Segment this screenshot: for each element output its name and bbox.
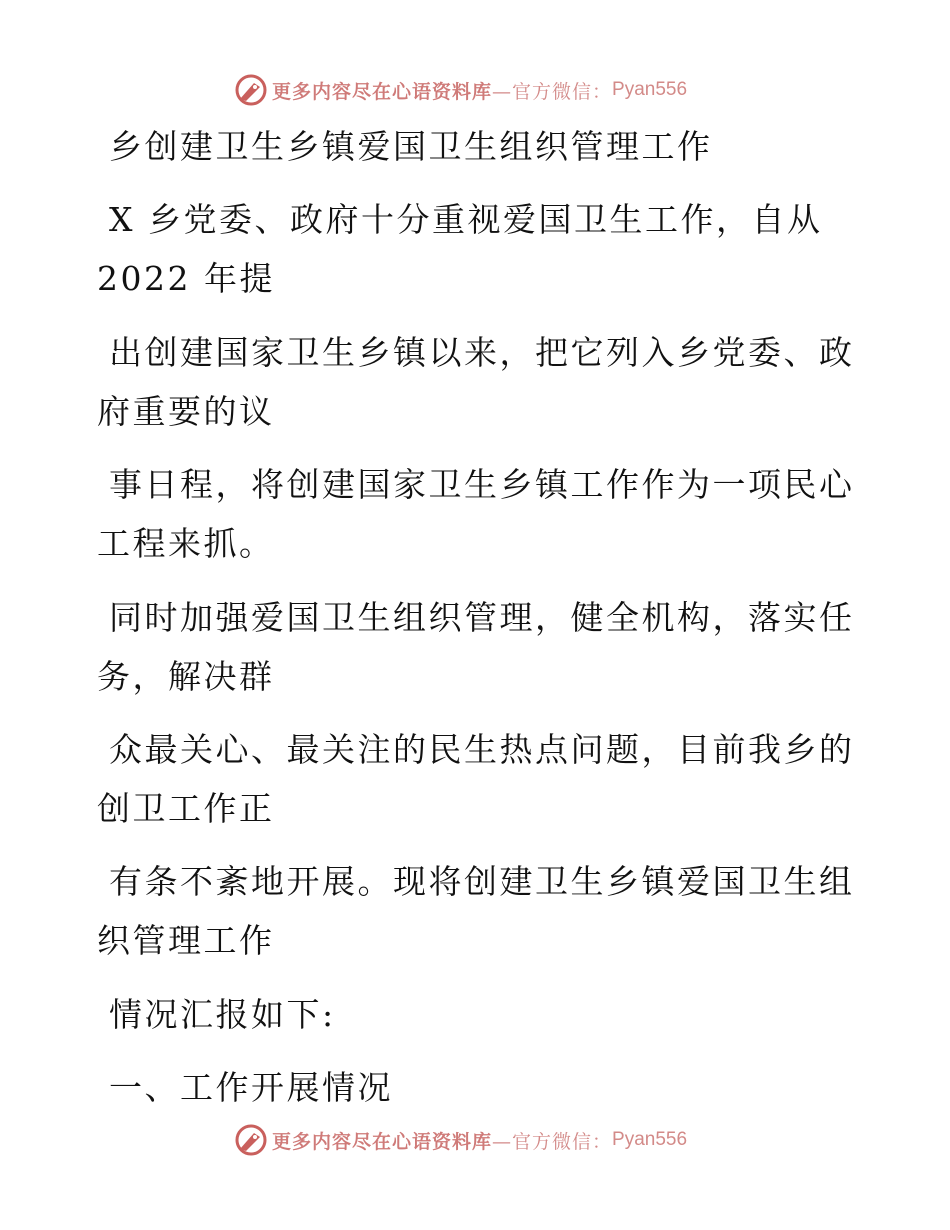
watermark-sub-text: —官方微信： [492, 1130, 613, 1153]
paragraph-line: 工程来抓。 [97, 524, 275, 563]
header-watermark [234, 70, 687, 110]
section-heading: 一、工作开展情况 [109, 1068, 393, 1107]
paragraph-line: 务，解决群 [97, 657, 275, 696]
paragraph-line: 情况汇报如下: [109, 995, 336, 1034]
paragraph-line: 众最关心、最关注的民生热点问题，目前我乡的 [109, 730, 855, 769]
watermark-sub-text: —官方微信： [492, 80, 613, 103]
paragraph-line: 府重要的议 [97, 392, 275, 431]
pen-nib-circle-icon [234, 1123, 268, 1157]
watermark-wechat-id: Pyan556 [612, 79, 688, 100]
watermark-wechat-id: Pyan556 [612, 1129, 688, 1150]
paragraph-line: 2022 年提 [97, 259, 275, 298]
doc-title: 乡创建卫生乡镇爱国卫生组织管理工作 [109, 127, 713, 166]
watermark-main-text: 更多内容尽在心语资料库 [272, 1130, 493, 1153]
paragraph-line: 同时加强爱国卫生组织管理，健全机构，落实任 [109, 598, 855, 637]
paragraph-line: X 乡党委、政府十分重视爱国卫生工作，自从 [109, 200, 823, 239]
paragraph-line: 有条不紊地开展。现将创建卫生乡镇爱国卫生组 [109, 862, 855, 901]
footer-watermark [234, 1120, 687, 1160]
paragraph-line: 织管理工作 [97, 921, 275, 960]
watermark-main-text: 更多内容尽在心语资料库 [272, 80, 493, 103]
paragraph-line: 事日程，将创建国家卫生乡镇工作作为一项民心 [109, 465, 855, 504]
paragraph-line: 出创建国家卫生乡镇以来，把它列入乡党委、政 [109, 333, 855, 372]
paragraph-line: 创卫工作正 [97, 789, 275, 828]
pen-nib-circle-icon [234, 73, 268, 107]
